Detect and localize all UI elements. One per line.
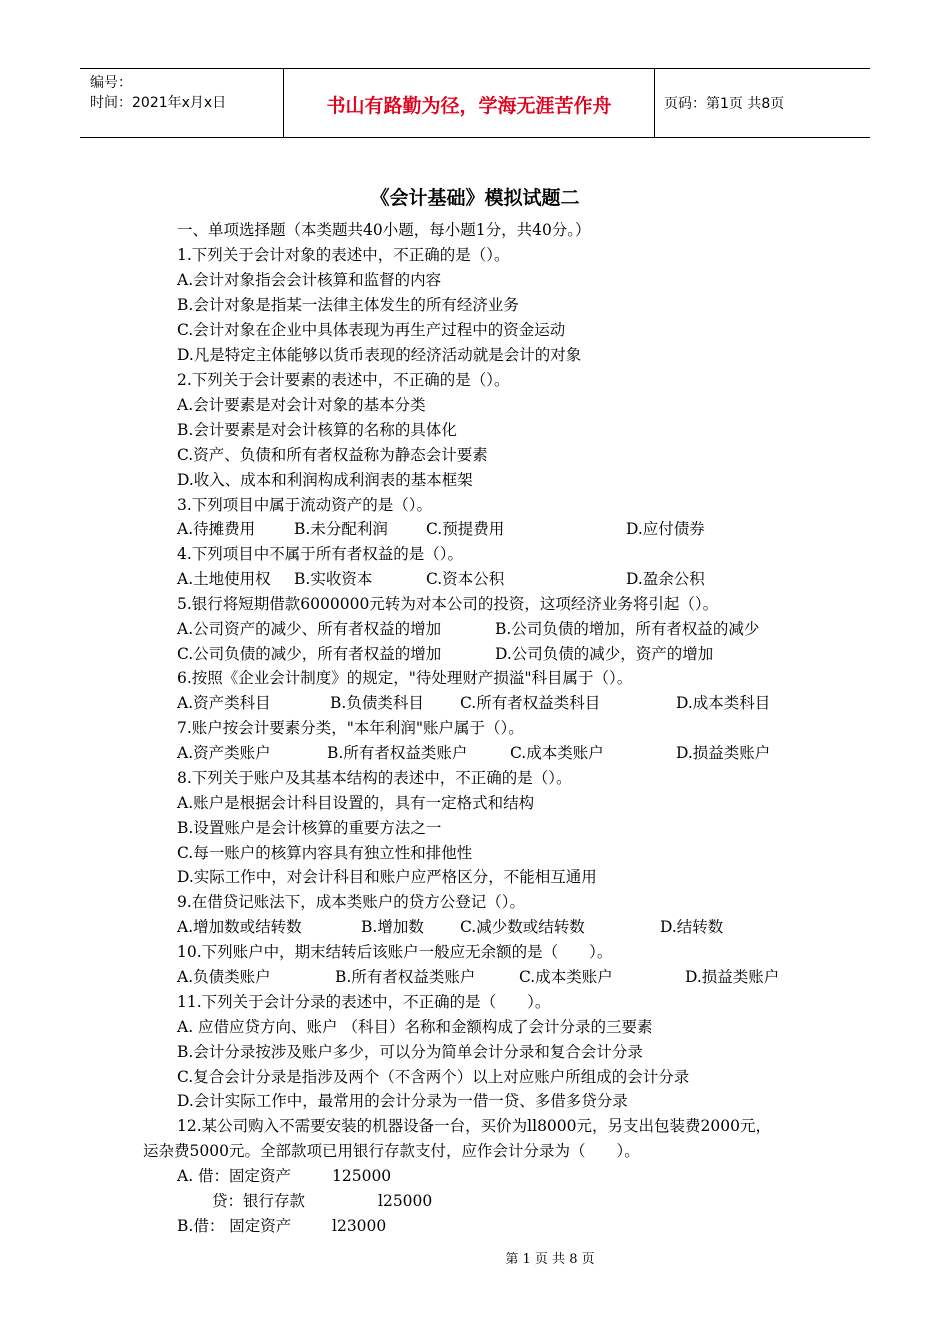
- option-text: B.增加数: [361, 918, 424, 936]
- header-page-info: 页码：第1页 共8页: [664, 96, 785, 112]
- option-text: A.增加数或结转数: [177, 918, 302, 936]
- option-text: B.所有者权益类账户: [327, 744, 468, 762]
- text-line: D.会计实际工作中，最常用的会计分录为一借一贷、多借多贷分录: [177, 1092, 628, 1110]
- text-line: 5.银行将短期借款6000000元转为对本公司的投资，这项经济业务将引起（）。: [177, 595, 719, 613]
- option-text: B.所有者权益类账户: [335, 968, 476, 986]
- text-line: 10.下列账户中，期末结转后该账户一般应无余额的是（ ）。: [177, 943, 613, 961]
- option-text: D.损益类账户: [676, 744, 771, 762]
- option-text: A.土地使用权: [177, 570, 271, 588]
- page-title: 《会计基础》模拟试题二: [370, 187, 580, 209]
- text-line: 9.在借贷记账法下，成本类账户的贷方公登记（）。: [177, 893, 526, 911]
- option-text: D.公司负债的减少，资产的增加: [495, 645, 714, 663]
- text-line: B.会计对象是指某一法律主体发生的所有经济业务: [177, 296, 519, 314]
- header-divider: [654, 69, 655, 137]
- option-text: D.损益类账户: [685, 968, 780, 986]
- option-text: D.成本类科目: [676, 694, 771, 712]
- text-line: 一、单项选择题（本类题共40小题，每小题1分，共40分。）: [177, 221, 591, 239]
- option-text: 125000: [332, 1167, 392, 1185]
- option-text: l25000: [378, 1192, 433, 1210]
- header-motto: 书山有路勤为径，学海无涯苦作舟: [326, 95, 612, 117]
- text-line: 4.下列项目中不属于所有者权益的是（）。: [177, 545, 464, 563]
- option-text: C.成本类账户: [510, 744, 604, 762]
- option-text: B.负债类科目: [330, 694, 424, 712]
- text-line: 7.账户按会计要素分类，"本年利润"账户属于（）。: [177, 719, 524, 737]
- text-line: B.会计分录按涉及账户多少，可以分为简单会计分录和复合会计分录: [177, 1043, 643, 1061]
- option-text: B.未分配利润: [294, 520, 388, 538]
- text-line: D.收入、成本和利润构成利润表的基本框架: [177, 471, 473, 489]
- header-left: [90, 73, 226, 113]
- option-text: C.所有者权益类科目: [460, 694, 601, 712]
- date-line: 时间：2021年x月x日: [90, 95, 227, 111]
- code-label: 编号：: [90, 75, 132, 91]
- text-line: 6.按照《企业会计制度》的规定，"待处理财产损溢"科目属于（）。: [177, 669, 633, 687]
- page-footer: 第 1 页 共 8 页: [505, 1252, 595, 1267]
- option-text: A.公司资产的减少、所有者权益的增加: [177, 620, 442, 638]
- text-line: B.设置账户是会计核算的重要方法之一: [177, 819, 442, 837]
- text-line: 3.下列项目中属于流动资产的是（）。: [177, 496, 433, 514]
- option-text: A.资产类账户: [177, 744, 271, 762]
- text-line: C.每一账户的核算内容具有独立性和排他性: [177, 844, 473, 862]
- option-text: 贷：银行存款: [212, 1192, 306, 1210]
- option-text: C.预提费用: [426, 520, 505, 538]
- text-line: 11.下列关于会计分录的表述中，不正确的是（ ）。: [177, 993, 551, 1011]
- text-line: 1.下列关于会计对象的表述中，不正确的是（）。: [177, 246, 510, 264]
- text-line: 运杂费5000元。全部款项已用银行存款支付，应作会计分录为（ ）。: [143, 1142, 640, 1160]
- header-table: [80, 68, 870, 138]
- option-text: B.公司负债的增加，所有者权益的减少: [495, 620, 760, 638]
- text-line: C.会计对象在企业中具体表现为再生产过程中的资金运动: [177, 321, 566, 339]
- text-line: A.账户是根据会计科目设置的，具有一定格式和结构: [177, 794, 535, 812]
- option-text: C.成本类账户: [519, 968, 613, 986]
- text-line: 2.下列关于会计要素的表述中，不正确的是（）。: [177, 371, 510, 389]
- text-line: C.复合会计分录是指涉及两个（不含两个）以上对应账户所组成的会计分录: [177, 1068, 690, 1086]
- text-line: D.实际工作中，对会计科目和账户应严格区分，不能相互通用: [177, 868, 597, 886]
- option-text: B.借： 固定资产: [177, 1217, 292, 1235]
- option-text: C.资本公积: [426, 570, 505, 588]
- text-line: D.凡是特定主体能够以货币表现的经济活动就是会计的对象: [177, 346, 582, 364]
- text-line: 8.下列关于账户及其基本结构的表述中，不正确的是（）。: [177, 769, 572, 787]
- text-line: A.会计对象指会会计核算和监督的内容: [177, 271, 442, 289]
- text-line: C.资产、负债和所有者权益称为静态会计要素: [177, 446, 488, 464]
- option-text: B.实收资本: [294, 570, 373, 588]
- text-line: A.会计要素是对会计对象的基本分类: [177, 396, 426, 414]
- option-text: A. 借：固定资产: [177, 1167, 292, 1185]
- option-text: l23000: [332, 1217, 387, 1235]
- option-text: D.盈余公积: [626, 570, 705, 588]
- option-text: A.资产类科目: [177, 694, 271, 712]
- option-text: C.减少数或结转数: [460, 918, 585, 936]
- option-text: A.负债类账户: [177, 968, 271, 986]
- option-text: A.待摊费用: [177, 520, 256, 538]
- option-text: C.公司负债的减少，所有者权益的增加: [177, 645, 442, 663]
- text-line: B.会计要素是对会计核算的名称的具体化: [177, 421, 457, 439]
- text-line: A. 应借应贷方向、账户 （科目）名称和金额构成了会计分录的三要素: [177, 1018, 653, 1036]
- option-text: D.结转数: [660, 918, 724, 936]
- option-text: D.应付债券: [626, 520, 705, 538]
- text-line: 12.某公司购入不需要安装的机器设备一台，买价为ll8000元，另支出包装费2000元，: [177, 1117, 771, 1135]
